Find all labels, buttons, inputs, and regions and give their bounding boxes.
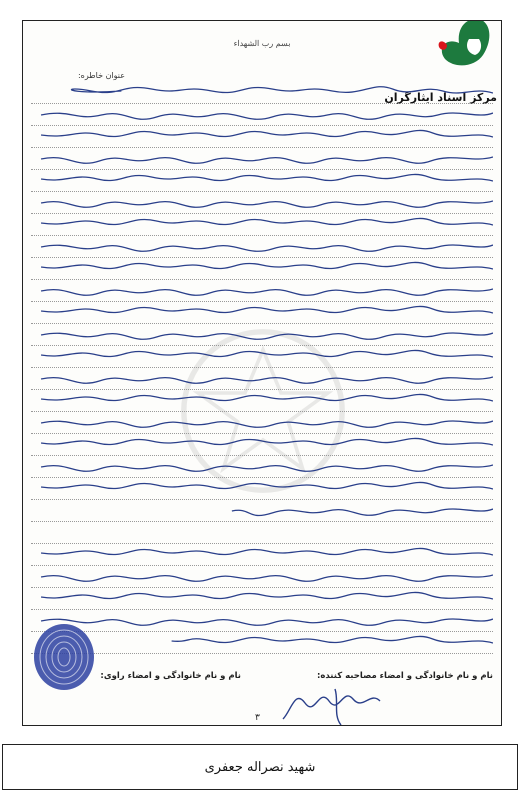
handwritten-line xyxy=(31,499,493,522)
handwritten-line xyxy=(31,411,493,434)
handwritten-line xyxy=(31,631,493,654)
handwritten-line xyxy=(31,565,493,588)
handwritten-line xyxy=(31,345,493,368)
handwritten-line xyxy=(31,169,493,192)
handwritten-line xyxy=(31,587,493,610)
handwritten-line xyxy=(31,279,493,302)
handwritten-line xyxy=(31,455,493,478)
handwritten-line xyxy=(31,433,493,456)
subject-label: عنوان خاطره: xyxy=(77,71,125,80)
page-header: بسم رب الشهداء xyxy=(233,39,291,48)
handwritten-line xyxy=(31,521,493,544)
handwritten-line xyxy=(31,103,493,126)
caption-box xyxy=(2,744,518,790)
handwritten-line xyxy=(31,543,493,566)
handwritten-line xyxy=(31,301,493,324)
handwritten-line xyxy=(31,323,493,346)
handwritten-line xyxy=(31,367,493,390)
handwritten-line xyxy=(31,125,493,148)
archive-logo-text: مرکز اسناد ایثارگران xyxy=(384,91,497,104)
handwritten-signature xyxy=(275,681,385,726)
martyr-name-caption: شهید نصراله جعفری xyxy=(204,759,316,775)
fingerprint-stamp-icon xyxy=(29,621,99,693)
page-number: ۳ xyxy=(255,713,260,723)
handwritten-line xyxy=(31,389,493,412)
handwritten-line xyxy=(31,235,493,258)
memoir-sheet xyxy=(22,20,502,726)
interviewer-label: نام و نام خانوادگی و امضاء مصاحبه کننده: xyxy=(316,671,493,681)
handwritten-line xyxy=(31,191,493,214)
handwritten-line xyxy=(31,609,493,632)
handwritten-line xyxy=(31,477,493,500)
handwritten-line xyxy=(31,257,493,280)
handwritten-line xyxy=(31,147,493,170)
handwritten-line xyxy=(31,213,493,236)
handwritten-line xyxy=(31,81,493,104)
narrator-label: نام و نام خانوادگی و امضاء راوی: xyxy=(100,671,241,681)
